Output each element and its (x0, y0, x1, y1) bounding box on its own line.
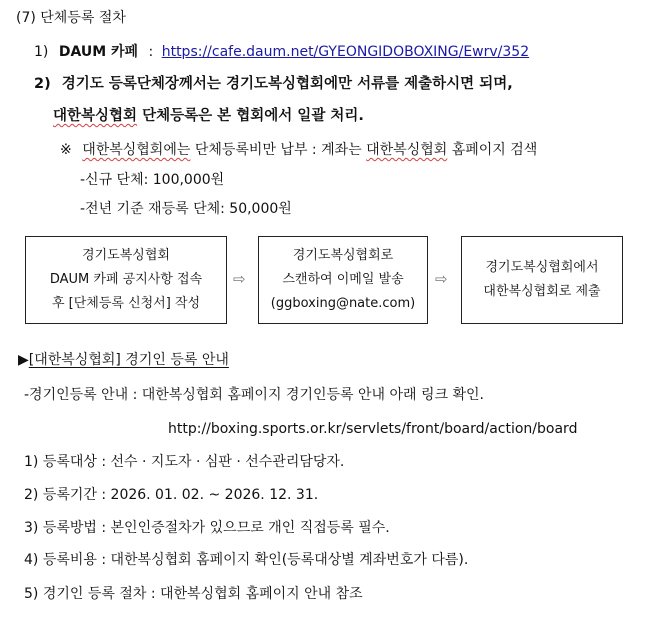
section-heading: (7) 단체등록 절차 (16, 10, 126, 26)
flow-arrow-2: ⇨ (435, 270, 448, 288)
fee-note (60, 140, 537, 160)
flow-step-2-line-3: (ggboxing@nate.com) (270, 296, 416, 311)
triangle-bullet-icon: ▶ (18, 352, 29, 368)
athlete-intro: -경기인등록 안내 : 대한복싱협회 홈페이지 경기인등록 안내 아래 링크 확인. (24, 387, 484, 403)
flow-step-1-line-2: DAUM 카페 공지사항 접속 (49, 272, 203, 287)
new-group-fee: -신규 단체: 100,000원 (80, 172, 225, 188)
daum-cafe-link[interactable]: https://cafe.daum.net/GYEONGIDOBOXING/Ewrv/352 (161, 44, 530, 60)
item-2-line-2-rest: 단체등록은 본 협회에서 일괄 처리. (137, 108, 364, 124)
flow-step-2-line-2: 스캔하여 이메일 발송 (282, 272, 404, 287)
note-part-4: 홈페이지 검색 (447, 142, 538, 158)
athlete-item-4: 4) 등록비용 : 대한복싱협회 홈페이지 확인(등록대상별 계좌번호가 다름). (24, 552, 469, 568)
flow-step-3-line-2: 대한복싱협회로 제출 (483, 284, 601, 299)
flow-step-1-line-3: 후 [단체등록 신청서] 작성 (51, 296, 201, 311)
note-part-2: 단체등록비만 납부 : 계좌는 (190, 142, 367, 158)
item-2-line-2 (53, 106, 364, 126)
athlete-registration-link[interactable]: http://boxing.sports.or.kr/servlets/front/board/action/board (168, 421, 578, 437)
item-2-number: 2) (34, 76, 51, 92)
athlete-item-5: 5) 경기인 등록 절차 : 대한복싱협회 홈페이지 안내 참조 (24, 586, 363, 602)
item-1-number: 1) (34, 44, 49, 60)
flow-step-2-line-1: 경기도복싱협회로 (292, 248, 394, 263)
daum-cafe-label: DAUM 카페 (58, 44, 139, 60)
athlete-item-1: 1) 등록대상 : 선수 · 지도자 · 심판 · 선수관리담당자. (24, 454, 345, 470)
flow-step-1 (25, 236, 227, 324)
renewal-group-fee: -전년 기준 재등록 단체: 50,000원 (80, 201, 292, 217)
note-part-1: 대한복싱협회에는 (82, 142, 191, 158)
flow-step-3-line-1: 경기도복싱협회에서 (485, 260, 599, 275)
athlete-section-title (18, 350, 229, 370)
item-1-separator: : (148, 44, 154, 60)
flow-step-3 (461, 236, 623, 324)
note-part-3: 대한복싱협회 (366, 142, 448, 158)
item-1 (34, 42, 529, 62)
item-2-text: 경기도 등록단체장께서는 경기도복싱협회에만 서류를 제출하시면 되며, (61, 76, 513, 92)
flow-arrow-1: ⇨ (233, 270, 246, 288)
kboxing-association-name: 대한복싱협회 (53, 108, 138, 124)
athlete-item-2: 2) 등록기간 : 2026. 01. 02. ~ 2026. 12. 31. (24, 487, 319, 503)
flow-step-1-line-1: 경기도복싱협회 (82, 248, 170, 263)
item-2-line-1 (34, 74, 513, 94)
athlete-item-3: 3) 등록방법 : 본인인증절차가 있으므로 개인 직접등록 필수. (24, 520, 390, 536)
flow-step-2 (258, 236, 428, 324)
note-mark: ※ (60, 142, 72, 158)
athlete-section-title-text: [대한복싱협회] 경기인 등록 안내 (28, 352, 229, 368)
